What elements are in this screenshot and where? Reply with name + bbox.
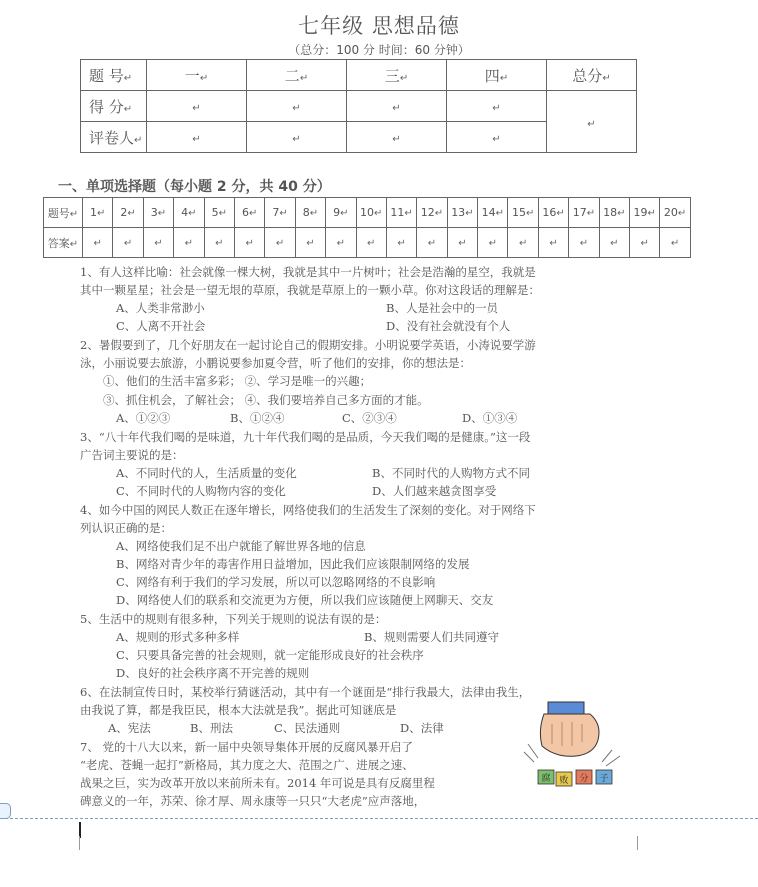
score-col-3: 三: [384, 66, 400, 85]
q2-stem-line1: 2、暑假要到了，几个好朋友在一起讨论自己的假期安排。小明说要学英语，小涛说要学游: [80, 338, 536, 352]
question-number-cell: 1↵: [83, 198, 113, 228]
page-title: 七年级 思想品德: [298, 14, 460, 38]
exam-info: （总分：100 分 时间：60 分钟）: [288, 43, 470, 57]
grader-cell[interactable]: ↵: [447, 122, 547, 153]
q1-option-a: A、人类非常渺小: [116, 301, 205, 315]
answer-cell[interactable]: ↵: [265, 228, 295, 258]
answer-cell[interactable]: ↵: [599, 228, 629, 258]
cartoon-label-2: 败: [559, 776, 569, 786]
score-cell[interactable]: ↵: [347, 91, 447, 122]
question-number: 12: [420, 206, 435, 219]
question-number-cell: 9↵: [326, 198, 356, 228]
q1-option-d: D、没有社会就没有个人: [386, 319, 511, 333]
answer-cell[interactable]: ↵: [174, 228, 204, 258]
cartoon-label-3: 分: [579, 774, 589, 784]
question-number: 4: [181, 206, 189, 219]
question-number: 8: [302, 206, 310, 219]
question-number-cell: 8↵: [295, 198, 325, 228]
grader-row-label: 评卷人: [89, 128, 135, 147]
question-number-cell: 2↵: [113, 198, 143, 228]
q6-stem-line1: 6、在法制宣传日时，某校举行猜谜活动，其中有一个谜面是“排行我最大，法律由我生，: [80, 685, 531, 699]
answer-cell[interactable]: ↵: [478, 228, 508, 258]
q3-option-c: C、不同时代的人购物内容的变化: [116, 484, 286, 498]
question-number: 10: [360, 206, 375, 219]
q2-option-c: C、②③④: [342, 411, 397, 425]
question-number-cell: 4↵: [174, 198, 204, 228]
score-cell[interactable]: ↵: [447, 91, 547, 122]
answer-row-label: 答案: [47, 236, 70, 250]
q4-option-c: C、网络有利于我们的学习发展，所以可以忽略网络的不良影响: [116, 575, 436, 589]
question-number: 2: [120, 206, 128, 219]
question-number: 1: [90, 206, 97, 219]
q3-option-b: B、不同时代的人购物方式不同: [372, 466, 530, 480]
answer-cell[interactable]: ↵: [113, 228, 143, 258]
answer-cell[interactable]: ↵: [356, 228, 386, 258]
question-number: 11: [390, 206, 405, 219]
q2-statement-12: ①、他们的生活丰富多彩； ②、学习是唯一的兴趣；: [103, 374, 372, 388]
q4-stem-line1: 4、如今中国的网民人数正在逐年增长，网络使我们的生活发生了深刻的变化。对于网络下: [80, 503, 536, 517]
score-header-label: 题 号: [89, 66, 124, 85]
question-number-cell: 5↵: [204, 198, 234, 228]
question-number: 9: [333, 206, 341, 219]
answer-cell[interactable]: ↵: [83, 228, 113, 258]
question-number-cell: 11↵: [386, 198, 416, 228]
score-col-2: 二: [284, 66, 300, 85]
score-cell[interactable]: ↵: [247, 91, 347, 122]
question-number-cell: 16↵: [538, 198, 568, 228]
comment-marker-icon[interactable]: [0, 803, 11, 819]
question-number: 16: [542, 206, 557, 219]
cartoon-label-4: 子: [599, 774, 609, 784]
answer-cell[interactable]: ↵: [326, 228, 356, 258]
score-table: 题 号↵ 一↵ 二↵ 三↵ 四↵ 总分↵ 得 分↵ ↵ ↵ ↵ ↵ ↵ 评卷人↵ ↵ ↵ ↵ ↵: [80, 59, 637, 153]
grader-cell[interactable]: ↵: [247, 122, 347, 153]
q4-option-a: A、网络使我们足不出户就能了解世界各地的信息: [116, 539, 366, 553]
q5-option-c: C、只要具备完善的社会规则，就一定能形成良好的社会秩序: [116, 648, 424, 662]
margin-corner-left: [79, 836, 80, 850]
q1-option-b: B、人是社会中的一员: [386, 301, 498, 315]
q3-stem-line2: 广告词主要说的是：: [80, 448, 184, 462]
q7-stem-line1: 7、 党的十八大以来，新一届中央领导集体开展的反腐风暴开启了: [80, 740, 413, 754]
question-number: 5: [211, 206, 219, 219]
answer-cell[interactable]: ↵: [295, 228, 325, 258]
answer-cell[interactable]: ↵: [660, 228, 690, 258]
question-number-cell: 15↵: [508, 198, 538, 228]
answer-cell[interactable]: ↵: [386, 228, 416, 258]
question-number-cell: 6↵: [234, 198, 264, 228]
q7-stem-line3: 战果之巨，实为改革开放以来前所未有。2014 年可说是具有反腐里程: [80, 776, 435, 790]
answer-cell[interactable]: ↵: [630, 228, 660, 258]
q7-stem-line4: 碑意义的一年，苏荣、徐才厚、周永康等一只只“大老虎”应声落地，: [80, 794, 426, 808]
question-number-cell: 14↵: [478, 198, 508, 228]
q1-stem-line2: 其中一颗星星；社会是一望无垠的草原，我就是草原上的一颗小草。你对这段话的理解是：: [80, 283, 540, 297]
question-number-cell: 17↵: [569, 198, 599, 228]
answer-cell[interactable]: ↵: [447, 228, 477, 258]
q4-option-b: B、网络对青少年的毒害作用日益增加，因此我们应该限制网络的发展: [116, 557, 470, 571]
q6-option-c: C、民法通则: [274, 721, 341, 735]
grader-cell[interactable]: ↵: [147, 122, 247, 153]
question-number-cell: 7↵: [265, 198, 295, 228]
q3-stem-line1: 3、“八十年代我们喝的是味道，九十年代我们喝的是品质，今天我们喝的是健康。”这一段: [80, 430, 531, 444]
question-number: 20: [663, 206, 678, 219]
q3-option-d: D、人们越来越贪图享受: [372, 484, 497, 498]
cartoon-label-1: 腐: [541, 774, 551, 784]
q6-option-b: B、刑法: [190, 721, 233, 735]
question-number: 18: [603, 206, 618, 219]
q3-option-a: A、不同时代的人，生活质量的变化: [116, 466, 297, 480]
anti-corruption-cartoon: [516, 700, 634, 796]
q2-option-b: B、①②④: [230, 411, 285, 425]
score-row-label: 得 分: [89, 97, 124, 116]
q5-stem: 5、生活中的规则有很多种，下列关于规则的说法有误的是：: [80, 612, 387, 626]
number-row-label: 题号: [47, 206, 70, 220]
q2-option-a: A、①②③: [116, 411, 171, 425]
answer-cell[interactable]: ↵: [234, 228, 264, 258]
question-number: 17: [572, 206, 587, 219]
section-heading: 一、单项选择题（每小题 2 分，共 40 分）: [58, 179, 331, 195]
question-number: 7: [272, 206, 280, 219]
grader-cell[interactable]: ↵: [347, 122, 447, 153]
score-cell[interactable]: ↵: [147, 91, 247, 122]
q1-option-c: C、人离不开社会: [116, 319, 206, 333]
q6-stem-line2: 由我说了算，都是我臣民，根本大法就是我”。据此可知谜底是: [80, 703, 397, 717]
q6-option-a: A、宪法: [108, 721, 151, 735]
q5-option-b: B、规则需要人们共同遵守: [364, 630, 499, 644]
question-number-cell: 20↵: [660, 198, 690, 228]
answer-cell[interactable]: ↵: [508, 228, 538, 258]
answer-cell[interactable]: ↵: [143, 228, 173, 258]
question-number-cell: 10↵: [356, 198, 386, 228]
question-number: 13: [451, 206, 466, 219]
question-number: 14: [481, 206, 496, 219]
q6-option-d: D、法律: [400, 721, 444, 735]
q7-stem-line2: “老虎、苍蝇一起打”新格局，其力度之大、范围之广、进展之速、: [80, 758, 414, 772]
score-col-1: 一: [184, 66, 200, 85]
score-col-4: 四: [484, 66, 500, 85]
answer-table: 题号↵ 1↵ 2↵ 3↵ 4↵ 5↵ 6↵ 7↵ 8↵ 9↵ 10↵ 11↵ 12↵ 13↵ 14↵ 15↵ 16↵ 17↵ 18↵ 19↵ 20↵ 答案↵ ↵ ↵ ↵ ↵ ↵ ↵ ↵ ↵ ↵ ↵ ↵ ↵ ↵ ↵ ↵ ↵ ↵ ↵ ↵ ↵: [43, 197, 691, 258]
answer-cell[interactable]: ↵: [569, 228, 599, 258]
total-score-cell[interactable]: ↵: [547, 91, 637, 153]
q4-stem-line2: 列认识正确的是：: [80, 521, 172, 535]
q2-statement-34: ③、抓住机会，了解社会； ④、我们要培养自己多方面的才能。: [103, 393, 429, 407]
score-total-label: 总分: [572, 66, 603, 85]
q2-stem-line2: 泳，小丽说要去旅游，小鹏说要参加夏令营，听了他们的安排，你的想法是：: [80, 356, 471, 370]
margin-corner-right: [637, 836, 638, 850]
answer-cell[interactable]: ↵: [204, 228, 234, 258]
question-number-cell: 3↵: [143, 198, 173, 228]
q4-option-d: D、网络使人们的联系和交流更为方便，所以我们应该随便上网聊天、交友: [116, 593, 494, 607]
q2-option-d: D、①③④: [462, 411, 518, 425]
question-number-cell: 12↵: [417, 198, 447, 228]
question-number: 3: [150, 206, 158, 219]
question-number: 6: [241, 206, 249, 219]
answer-cell[interactable]: ↵: [417, 228, 447, 258]
question-number-cell: 13↵: [447, 198, 477, 228]
q5-option-a: A、规则的形式多种多样: [116, 630, 240, 644]
fist-cartoon-icon: [516, 700, 634, 796]
q1-stem-line1: 1、有人这样比喻：社会就像一棵大树，我就是其中一片树叶；社会是浩瀚的星空，我就是: [80, 265, 536, 279]
page-break-divider: [0, 818, 758, 819]
answer-cell[interactable]: ↵: [538, 228, 568, 258]
question-number-cell: 18↵: [599, 198, 629, 228]
question-number: 15: [511, 206, 526, 219]
question-number-cell: 19↵: [630, 198, 660, 228]
q5-option-d: D、良好的社会秩序离不开完善的规则: [116, 666, 310, 680]
question-number: 19: [633, 206, 648, 219]
